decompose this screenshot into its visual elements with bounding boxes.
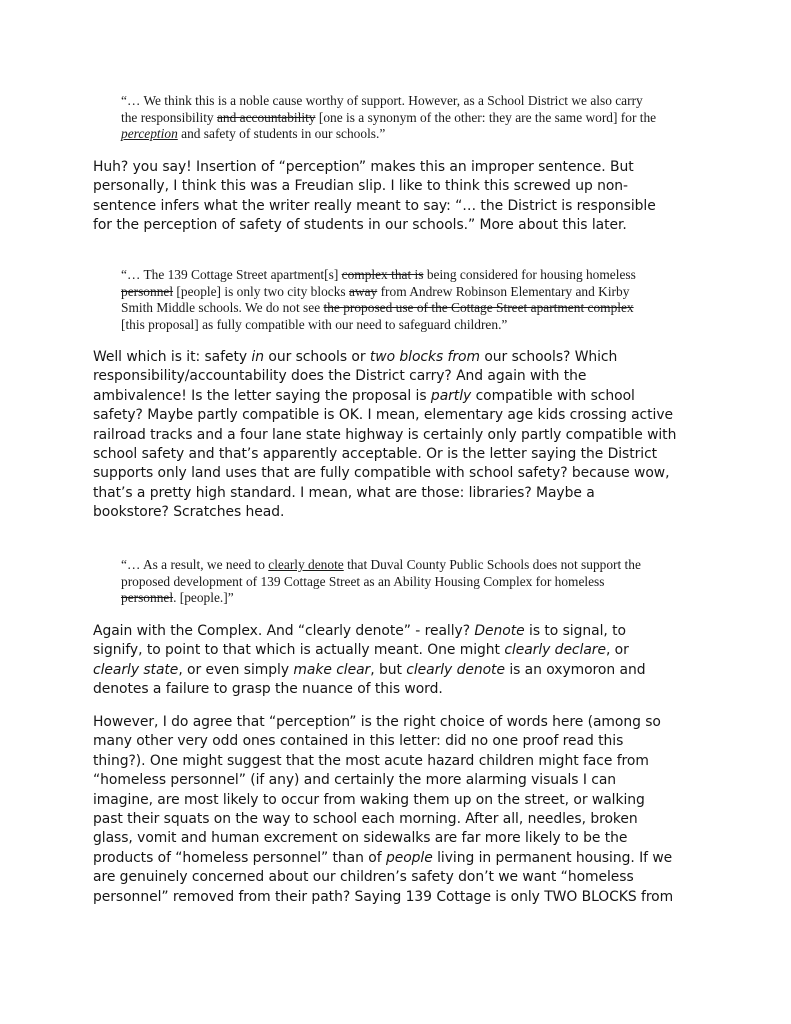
text-run: from Andrew Robinson Elementary and Kirby bbox=[377, 283, 630, 299]
text-run: , but bbox=[370, 661, 407, 678]
emphasized-text: clearly denote bbox=[406, 661, 505, 678]
text-run: . [people.]” bbox=[173, 590, 234, 606]
text-run: safety? Maybe partly compatible is OK. I mean, elementary age kids crossing active bbox=[93, 407, 674, 424]
text-run: signify, to point to that which is actually meant. One might bbox=[93, 642, 505, 659]
text-line bbox=[121, 126, 693, 143]
text-run: imagine, are most likely to occur from waking them up on the street, or walking bbox=[93, 791, 645, 808]
text-line bbox=[93, 622, 707, 641]
emphasized-text: clearly declare bbox=[504, 642, 606, 659]
text-line bbox=[93, 197, 707, 216]
text-line bbox=[93, 406, 707, 425]
text-run: “homeless personnel” (if any) and certainly the more alarming visuals I can bbox=[93, 772, 617, 789]
text-run: our schools or bbox=[264, 349, 370, 365]
text-run: responsibility/accountability does the District carry? And again with the bbox=[93, 368, 587, 385]
text-run: denotes a failure to grasp the nuance of this word. bbox=[93, 681, 443, 698]
text-line bbox=[93, 177, 707, 196]
struck-text: personnel bbox=[121, 283, 174, 299]
text-run: is an oxymoron and bbox=[504, 661, 646, 678]
text-line bbox=[93, 810, 707, 829]
text-line bbox=[121, 300, 693, 317]
text-run: , or bbox=[605, 642, 629, 659]
text-line bbox=[93, 426, 707, 445]
emphasized-text: clearly denote bbox=[268, 557, 344, 572]
commentary-paragraph-1 bbox=[93, 158, 707, 236]
quoted-excerpt-1 bbox=[121, 93, 693, 143]
text-run: Huh? you say! Insertion of “perception” makes this an improper sentence. But bbox=[93, 159, 634, 175]
text-run: is to signal, to bbox=[524, 623, 626, 639]
text-line bbox=[93, 348, 707, 367]
text-line bbox=[93, 791, 707, 810]
struck-text: and accountability bbox=[216, 109, 316, 125]
emphasized-text: partly bbox=[430, 387, 472, 404]
text-line bbox=[121, 317, 693, 334]
text-run: ambivalence! Is the letter saying the proposal is bbox=[93, 387, 431, 404]
text-run: products of “homeless personnel” than of bbox=[93, 849, 386, 866]
text-run: being considered for housing homeless bbox=[423, 267, 636, 282]
text-run: that’s a pretty high standard. I mean, what are those: libraries? Maybe a bbox=[93, 484, 595, 501]
text-line bbox=[121, 267, 693, 284]
text-run: “… As a result, we need to bbox=[121, 557, 269, 572]
text-line bbox=[93, 888, 707, 907]
text-line bbox=[93, 661, 707, 680]
emphasized-text: people bbox=[385, 849, 433, 866]
commentary-paragraph-2 bbox=[93, 348, 707, 523]
text-run: “… The 139 Cottage Street apartment[s] bbox=[121, 267, 342, 282]
emphasized-text: two blocks from bbox=[369, 349, 480, 365]
text-run: Again with the Complex. And “clearly denote” - really? bbox=[93, 623, 475, 639]
text-line bbox=[121, 574, 693, 591]
text-run: Well which is it: safety bbox=[93, 349, 252, 365]
quoted-excerpt-2 bbox=[121, 267, 693, 333]
text-run: and safety of students in our schools.” bbox=[177, 126, 386, 142]
text-run: [people] is only two city blocks bbox=[173, 283, 349, 299]
text-line bbox=[93, 752, 707, 771]
text-line bbox=[93, 484, 707, 503]
text-run: , or even simply bbox=[178, 661, 294, 678]
text-line bbox=[93, 216, 707, 235]
text-line bbox=[93, 387, 707, 406]
emphasized-text: clearly state bbox=[93, 661, 179, 678]
text-line bbox=[93, 868, 707, 887]
text-line bbox=[93, 158, 707, 177]
text-line bbox=[93, 445, 707, 464]
text-line bbox=[93, 680, 707, 699]
text-line bbox=[93, 464, 707, 483]
text-run: railroad tracks and a four lane state highway is certainly only partly compatible with bbox=[93, 426, 677, 443]
text-run: [this proposal] as fully compatible with our need to safeguard children.” bbox=[121, 316, 508, 332]
text-line bbox=[121, 590, 693, 607]
text-run: our schools? Which bbox=[479, 349, 618, 365]
text-run: compatible with school bbox=[471, 387, 635, 404]
emphasized-text: Denote bbox=[474, 623, 525, 639]
text-line bbox=[93, 503, 707, 522]
text-run: living in permanent housing. If we bbox=[432, 849, 673, 866]
text-line bbox=[93, 732, 707, 751]
text-line bbox=[93, 771, 707, 790]
text-run: thing?). One might suggest that the most acute hazard children might face from bbox=[93, 752, 649, 769]
text-run: bookstore? Scratches head. bbox=[93, 504, 285, 521]
text-line bbox=[121, 93, 693, 110]
commentary-paragraph-4 bbox=[93, 713, 707, 907]
text-run: for the perception of safety of students in our schools.” More about this later. bbox=[93, 217, 627, 234]
text-run: Smith Middle schools. We do not see bbox=[121, 300, 324, 316]
text-run: many other very odd ones contained in this letter: did no one proof read this bbox=[93, 733, 624, 750]
text-line bbox=[93, 641, 707, 660]
struck-text: personnel bbox=[121, 590, 174, 606]
text-line bbox=[93, 713, 707, 732]
emphasized-text: perception bbox=[121, 126, 178, 142]
text-line bbox=[121, 110, 693, 127]
text-run: sentence infers what the writer really meant to say: “… the District is responsible bbox=[93, 197, 656, 214]
text-run: personally, I think this was a Freudian slip. I like to think this screwed up non- bbox=[93, 178, 628, 195]
text-line bbox=[121, 557, 693, 574]
text-line bbox=[121, 284, 693, 301]
struck-text: away bbox=[348, 283, 378, 299]
text-line bbox=[93, 367, 707, 386]
text-run: [one is a synonym of the other: they are the same word] for the bbox=[315, 109, 657, 125]
text-run: glass, vomit and human excrement on sidewalks are far more likely to be the bbox=[93, 830, 628, 847]
quoted-excerpt-3 bbox=[121, 557, 693, 607]
text-run: “… We think this is a noble cause worthy of support. However, as a School District we also carry bbox=[121, 93, 643, 108]
emphasized-text: in bbox=[251, 349, 264, 365]
emphasized-text: make clear bbox=[293, 661, 371, 678]
text-run: are genuinely concerned about our children’s safety don’t we want “homeless bbox=[93, 869, 634, 886]
text-run: supports only land uses that are fully compatible with school safety? because wow, bbox=[93, 465, 670, 482]
text-run: the responsibility bbox=[121, 109, 217, 125]
text-run: However, I do agree that “perception” is the right choice of words here (among so bbox=[93, 714, 661, 730]
struck-text: complex that is bbox=[341, 267, 424, 282]
text-line bbox=[93, 849, 707, 868]
text-run: school safety and that’s apparently acceptable. Or is the letter saying the District bbox=[93, 446, 658, 463]
text-run: personnel” removed from their path? Saying 139 Cottage is only TWO BLOCKS from bbox=[93, 888, 674, 905]
text-line bbox=[93, 829, 707, 848]
text-run: that Duval County Public Schools does not support the bbox=[343, 557, 641, 572]
commentary-paragraph-3 bbox=[93, 622, 707, 700]
struck-text: the proposed use of the Cottage Street apartment complex bbox=[323, 300, 634, 316]
text-run: proposed development of 139 Cottage Street as an Ability Housing Complex for homeless bbox=[121, 573, 605, 589]
text-run: past their squats on the way to school each morning. After all, needles, broken bbox=[93, 811, 638, 828]
